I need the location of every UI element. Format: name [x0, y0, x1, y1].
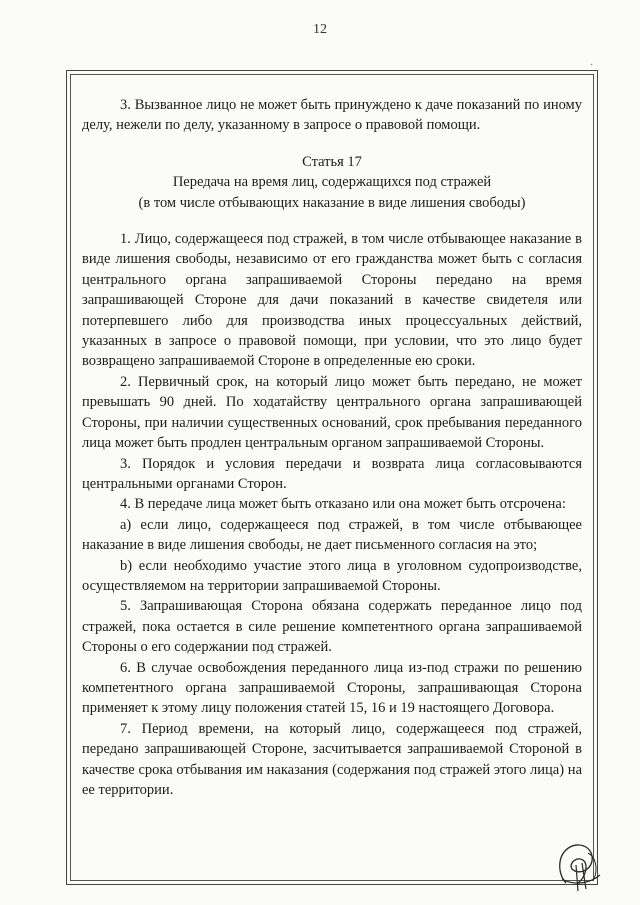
handwritten-signature: [548, 835, 606, 895]
article-number: Статья 17: [302, 153, 362, 170]
article-subtitle: (в том числе отбывающих наказание в виде лишения свободы): [138, 194, 526, 211]
paragraph-4a: a) если лицо, содержащееся под стражей, в том числе отбывающее наказание в виде лишения свободы, не дает письменного согласия на это;: [82, 516, 582, 554]
paragraph-4b: b) если необходимо участие этого лица в уголовном судопроизводстве, осуществляемом на территории запрашиваемой Стороны.: [82, 557, 582, 594]
paragraph-7: 7. Период времени, на который лицо, содержащееся под стражей, передано запрашивающей Стороне, засчитывается запрашиваемой Стороной в качестве срока отбывания им наказания (содержания под стражей этого лица) на ее территории.: [82, 720, 582, 798]
document-body: [82, 95, 582, 800]
paragraph-5: 5. Запрашивающая Сторона обязана содержать переданное лицо под стражей, пока остается в силе решение компетентного органа запрашиваемой Стороны о его содержании под стражей.: [82, 598, 582, 656]
article-title: Передача на время лиц, содержащихся под стражей: [172, 174, 492, 191]
paragraph-3: 3. Порядок и условия передачи и возврата лица согласовываются центральными органами Сторон.: [82, 455, 582, 492]
paragraph-1: 1. Лицо, содержащееся под стражей, в том числе отбывающее наказание в виде лишения свободы, независимо от его гражданства может быть с согласия центрального органа запрашиваемой Стороны передано на время запрашивающей Стороне для дачи показаний в качестве свидетеля или потерпевшего либо для производства иных процессуальных действий, указанных в запросе о правовой помощи, при условии, что это лицо будет возвращено запрашиваемой Стороне в определенные ею сроки.: [82, 231, 582, 370]
intro-paragraph: 3. Вызванное лицо не может быть принуждено к даче показаний по иному делу, нежели по делу, указанному в запросе о правовой помощи.: [82, 97, 582, 134]
page-number: 12: [313, 22, 327, 37]
paragraph-6: 6. В случае освобождения переданного лица из-под стражи по решению компетентного органа запрашиваемой Стороны, запрашивающая Сторона применяет к этому лицу положения статей 15, 16 и 19 настоящего Договора.: [82, 659, 582, 717]
paragraph-4: 4. В передаче лица может быть отказано или она может быть отсрочена:: [120, 496, 566, 513]
corner-mark: ·: [590, 60, 594, 71]
paragraph-2: 2. Первичный срок, на который лицо может быть передано, не может превышать 90 дней. По ходатайству центрального органа запрашивающей Стороны, при наличии существенных оснований, срок пребывания переданного лица может быть продлен центральным органом запрашиваемой Стороны.: [82, 373, 582, 452]
